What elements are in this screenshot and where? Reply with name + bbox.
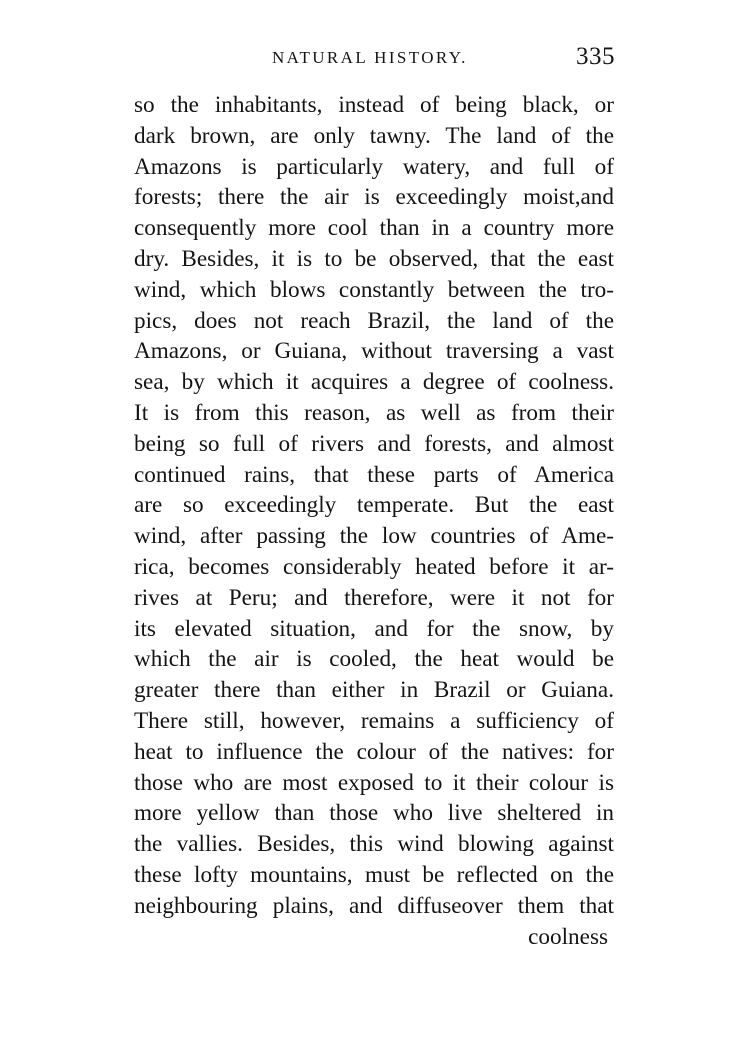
page-number: 335 bbox=[576, 43, 615, 70]
text-line: pics, does not reach Brazil, the land of the bbox=[134, 307, 614, 334]
text-line: wind, after passing the low countries of Ame- bbox=[134, 523, 614, 550]
text-line: being so full of rivers and forests, and almost bbox=[134, 430, 614, 457]
text-line: which the air is cooled, the heat would be bbox=[134, 646, 614, 673]
running-head-title: NATURAL HISTORY. bbox=[272, 48, 468, 67]
text-line: so the inhabitants, instead of being black, or bbox=[134, 92, 614, 118]
catchword: coolness bbox=[528, 923, 608, 950]
text-line: sea, by which it acquires a degree of coolness. bbox=[134, 369, 614, 396]
text-line: those who are most exposed to it their colour is bbox=[134, 769, 614, 796]
text-line: continued rains, that these parts of America bbox=[134, 461, 614, 488]
text-line: dark brown, are only tawny. The land of the bbox=[134, 122, 614, 149]
text-line: these lofty mountains, must be reflected on the bbox=[134, 861, 614, 888]
text-line: wind, which blows constantly between the tro- bbox=[134, 276, 614, 303]
text-line: its elevated situation, and for the snow, by bbox=[134, 615, 614, 642]
text-line: the vallies. Besides, this wind blowing against bbox=[134, 831, 614, 858]
text-line: There still, however, remains a sufficiency of bbox=[134, 707, 614, 734]
text-line: It is from this reason, as well as from their bbox=[134, 399, 614, 426]
text-line: are so exceedingly temperate. But the east bbox=[134, 492, 614, 519]
text-line: consequently more cool than in a country more bbox=[134, 215, 614, 242]
text-line: Amazons is particularly watery, and full of bbox=[134, 153, 614, 180]
text-line: forests; there the air is exceedingly moist,and bbox=[134, 184, 614, 211]
text-line: dry. Besides, it is to be observed, that the east bbox=[134, 245, 614, 272]
text-line: Amazons, or Guiana, without traversing a vast bbox=[134, 338, 614, 365]
body-text bbox=[134, 90, 614, 952]
text-line: greater there than either in Brazil or Guiana. bbox=[134, 677, 614, 704]
text-line: more yellow than those who live sheltered in bbox=[134, 800, 614, 827]
text-line: rives at Peru; and therefore, were it not for bbox=[134, 584, 614, 611]
text-line: heat to influence the colour of the natives: for bbox=[134, 738, 614, 765]
text-line: neighbouring plains, and diffuseover them that bbox=[134, 892, 614, 919]
text-line: rica, becomes considerably heated before it ar- bbox=[134, 553, 614, 580]
